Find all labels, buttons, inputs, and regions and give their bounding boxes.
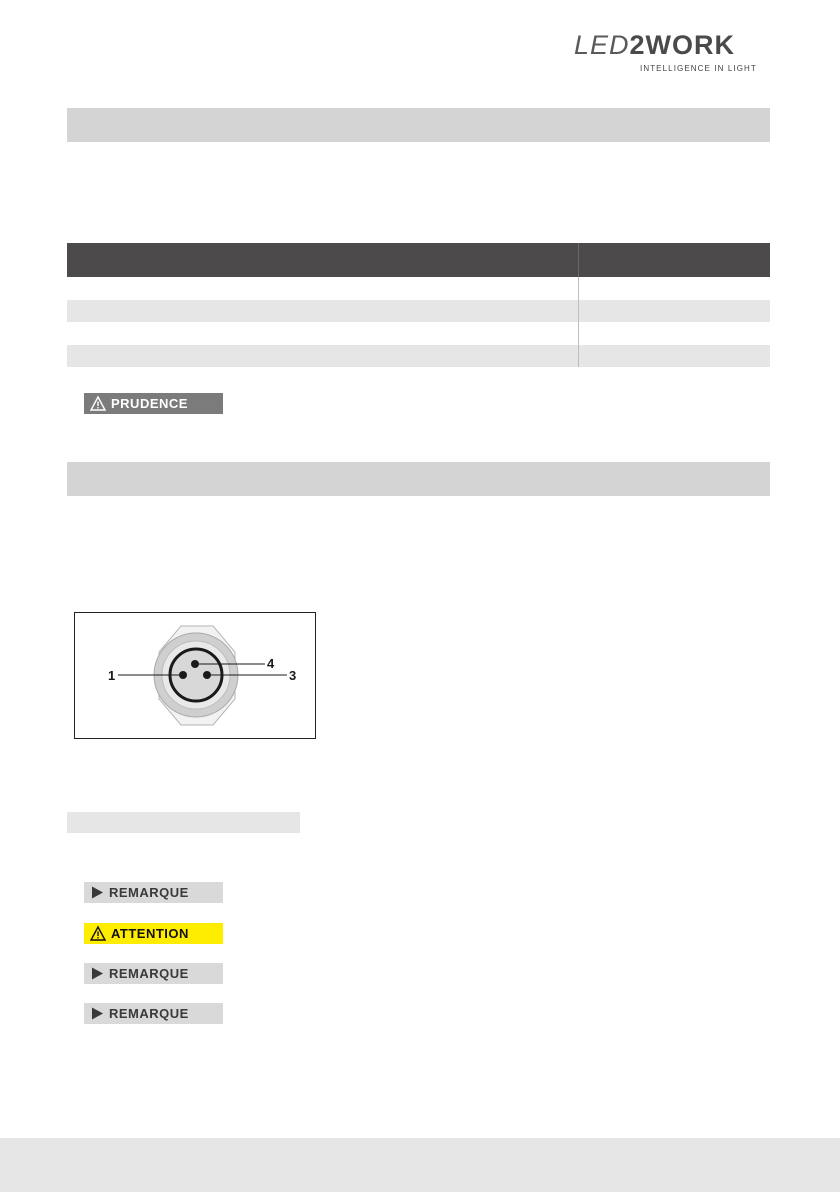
column-divider — [578, 300, 579, 323]
warning-triangle-icon — [90, 923, 106, 950]
pin-label-1: 1 — [108, 668, 116, 683]
connector-drawing — [75, 613, 315, 738]
warning-triangle-icon — [90, 393, 106, 420]
logo-prefix: LED — [574, 30, 630, 60]
column-divider — [578, 277, 579, 300]
page-footer — [0, 1138, 840, 1192]
note-badge — [84, 1003, 223, 1024]
pin-1-dot — [179, 671, 187, 679]
pin-label-3: 3 — [289, 668, 297, 683]
table-row — [67, 300, 770, 323]
attention-badge — [84, 923, 223, 944]
logo-wordmark — [574, 30, 735, 61]
subheading-strip — [67, 812, 300, 833]
caution-label: PRUDENCE — [111, 396, 188, 411]
pin-label-4: 4 — [267, 656, 275, 671]
note-label: REMARQUE — [109, 1006, 189, 1021]
spec-table — [67, 243, 770, 367]
pin-4-dot — [191, 660, 199, 668]
column-divider — [578, 345, 579, 368]
logo-tagline: INTELLIGENCE IN LIGHT — [640, 64, 757, 73]
attention-label: ATTENTION — [111, 926, 189, 941]
logo-suffix: 2WORK — [629, 30, 736, 60]
section-header-bar — [67, 108, 770, 142]
note-badge — [84, 963, 223, 984]
table-header — [67, 243, 770, 277]
note-badge — [84, 882, 223, 903]
table-row — [67, 277, 770, 300]
table-row — [67, 345, 770, 368]
table-row — [67, 322, 770, 345]
column-divider — [578, 243, 579, 277]
column-divider — [578, 322, 579, 345]
note-label: REMARQUE — [109, 966, 189, 981]
connector-diagram — [74, 612, 316, 739]
triangle-right-icon — [90, 1003, 104, 1030]
brand-logo — [574, 30, 770, 76]
triangle-right-icon — [90, 882, 104, 909]
note-label: REMARQUE — [109, 885, 189, 900]
caution-badge — [84, 393, 223, 414]
section-header-bar — [67, 462, 770, 496]
triangle-right-icon — [90, 963, 104, 990]
pin-3-dot — [203, 671, 211, 679]
